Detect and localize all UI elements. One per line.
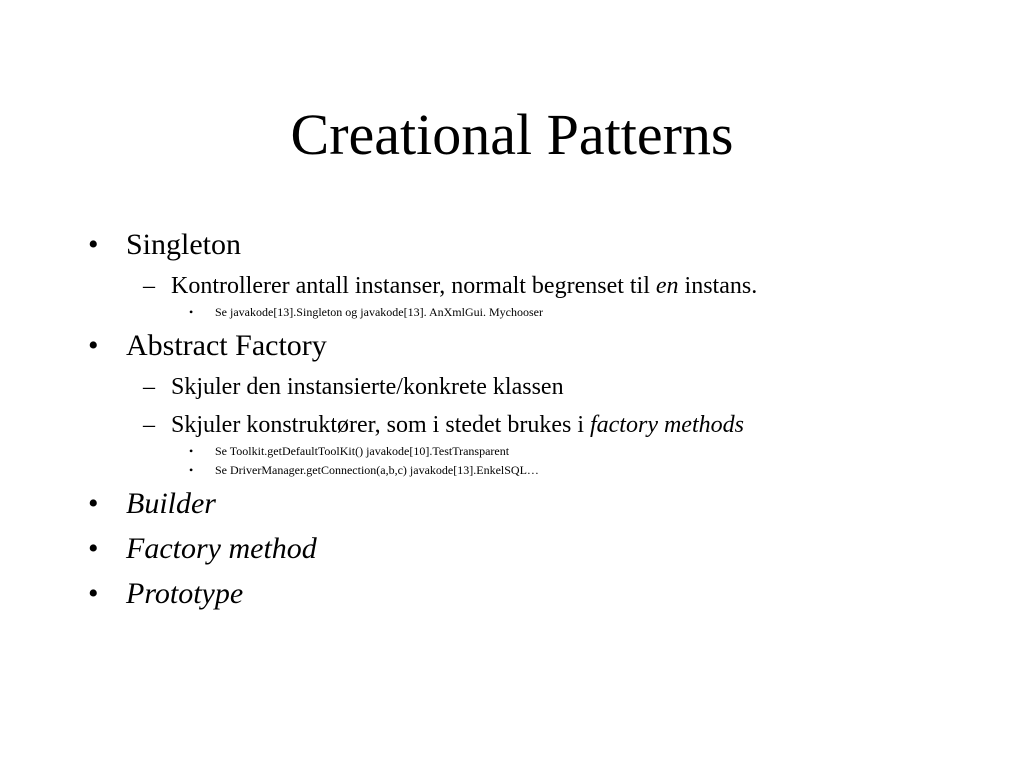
dash-marker: –: [143, 273, 155, 299]
bullet-marker: •: [88, 228, 99, 261]
sub-bullet-abstract-factory-1: [143, 373, 564, 401]
bullet-label: Prototype: [126, 577, 244, 610]
bullet-marker: •: [88, 577, 99, 610]
sub-bullet-text-end: instans.: [678, 273, 758, 299]
bullet-factory-method: [88, 532, 317, 566]
bullet-singleton: [88, 228, 242, 262]
dash-marker: –: [143, 412, 155, 438]
bullet-label: Factory method: [126, 532, 317, 565]
sub-bullet-abstract-factory-2: [143, 411, 744, 439]
bullet-marker: •: [88, 329, 99, 362]
bullet-builder: [88, 487, 216, 521]
note-text: Se DriverManager.getConnection(a,b,c) javakode[13].EnkelSQL…: [215, 463, 539, 477]
note-abstract-factory-1: [189, 444, 510, 458]
sub-bullet-emphasis: factory methods: [589, 412, 744, 438]
sub-bullet-text: Skjuler den instansierte/konkrete klassen: [171, 374, 564, 400]
bullet-marker: •: [189, 463, 194, 477]
bullet-label: Builder: [126, 487, 216, 520]
slide-title: Creational Patterns: [290, 102, 734, 167]
note-singleton-1: [189, 305, 543, 319]
note-text: Se Toolkit.getDefaultToolKit() javakode[10].TestTransparent: [215, 444, 510, 458]
sub-bullet-singleton-1: [143, 272, 758, 300]
note-abstract-factory-2: [189, 463, 539, 477]
sub-bullet-text: Skjuler konstruktører, som i stedet brukes i: [171, 412, 590, 438]
bullet-label: Abstract Factory: [126, 329, 327, 362]
sub-bullet-emphasis: en: [655, 273, 679, 299]
bullet-label: Singleton: [126, 228, 242, 261]
dash-marker: –: [143, 374, 155, 400]
bullet-marker: •: [88, 532, 99, 565]
bullet-marker: •: [88, 487, 99, 520]
bullet-abstract-factory: [88, 329, 327, 363]
note-text: Se javakode[13].Singleton og javakode[13]. AnXmlGui. Mychooser: [215, 305, 543, 319]
sub-bullet-text: Kontrollerer antall instanser, normalt begrenset til: [171, 273, 656, 299]
bullet-marker: •: [189, 305, 194, 319]
bullet-marker: •: [189, 444, 194, 458]
bullet-prototype: [88, 577, 244, 611]
